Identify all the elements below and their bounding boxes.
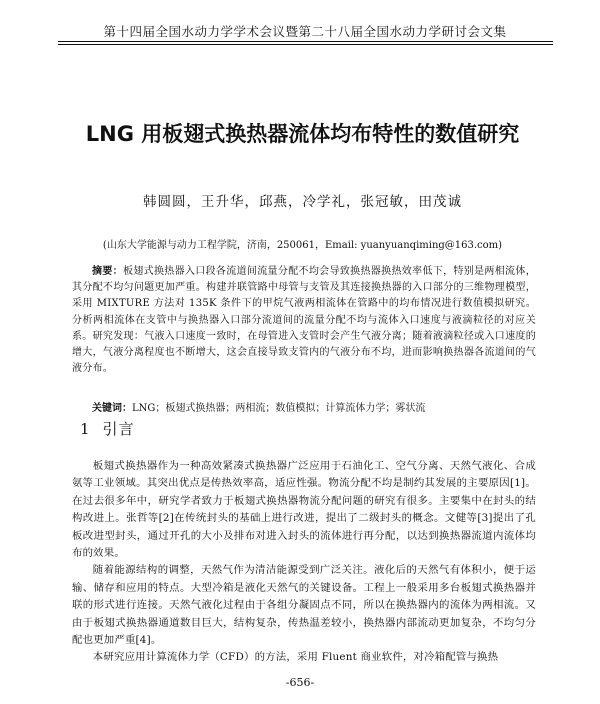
running-header: 第十四届全国水动力学学术会议暨第二十八届全国水动力学研讨会文集 xyxy=(103,24,507,39)
paragraph: 随着能源结构的调整，天然气作为清洁能源受到广泛关注。液化后的天然气有体积小，便于运输、储存和应用的特点。大型冷箱是液化天然气的关键设备。工程上一般采用多台板翅式换热器并联的形式进行连接。天然气液化过程由于各组分凝固点不同，所以在换热器内的流体为两相流。又由于板翅式换热器通道数目巨大，结构复杂，传热温差较小，换热器内部流动更加复杂，不均匀分配也更加严重[4]。 xyxy=(72,564,536,647)
header-rule xyxy=(58,41,553,42)
affiliation: (山东大学能源与动力工程学院，济南，250061，Email: yuanyuanqiming@163.com) xyxy=(102,240,503,251)
paragraph: 板翅式换热器作为一种高效紧凑式换热器广泛应用于石油化工、空气分离、天然气液化、合成氨等工业领域。其突出优点是传热效率高，适应性强。物流分配不均是制约其发展的主要原因[1]。在过去很多年中，研究学者致力于板翅式换热器物流分配问题的研究有很多。主要集中在封头的结构改进上。张哲等[2]在传统封头的基础上进行改进，提出了二级封头的概念。文健等[3]提出了孔板改进型封头，通过开孔的大小及排布对进入封头的流体进行再分配，以达到换热器流道内流体均布的效果。 xyxy=(72,460,536,560)
section-number: 1 xyxy=(80,420,91,438)
paper-title: LNG 用板翅式换热器流体均布特性的数值研究 xyxy=(85,122,520,146)
paragraph: 本研究应用计算流体力学（CFD）的方法，采用 Fluent 商业软件，对冷箱配管与换热 xyxy=(92,651,499,664)
page-number: -656- xyxy=(285,676,315,689)
keywords-label: 关键词： xyxy=(92,403,132,414)
keywords-text: LNG；板翅式换热器；两相流；数值模拟；计算流体力学；雾状流 xyxy=(132,403,426,414)
header-rule-thin xyxy=(58,44,553,45)
section-title: 引言 xyxy=(102,420,135,438)
section-heading xyxy=(80,418,147,439)
keywords xyxy=(72,401,536,417)
body-text xyxy=(72,458,536,667)
abstract-label: 摘要： xyxy=(92,266,123,277)
abstract xyxy=(72,264,536,377)
author-list: 韩圆圆，王升华，邱燕，冷学礼，张冠敏，田茂诚 xyxy=(143,194,462,210)
abstract-text: 板翅式换热器入口段各流道间流量分配不均会导致换热器换热效率低下，特别是两相流体，其分配不均匀问题更加严重。构建并联管路中母管与支管及其连接换热器的入口部分的三维物理模型，采用 MIXTURE 方法对 135K 条件下的甲烷气液两相流体在管路中的均布情况进行数值模拟研究。分析两相流体在支管中与换热器入口部分流道间的流量分配不均与流体入口速度与液滴粒径的对应关系。研究发现：气液入口速度一致时，在母管进入支管时会产生气液分离；随着液滴粒径或入口速度的增大，气液分离程度也不断增大，这会直接导致支管内的气液分布不均，进而影响换热器各流道间的气液分布。 xyxy=(72,266,536,375)
